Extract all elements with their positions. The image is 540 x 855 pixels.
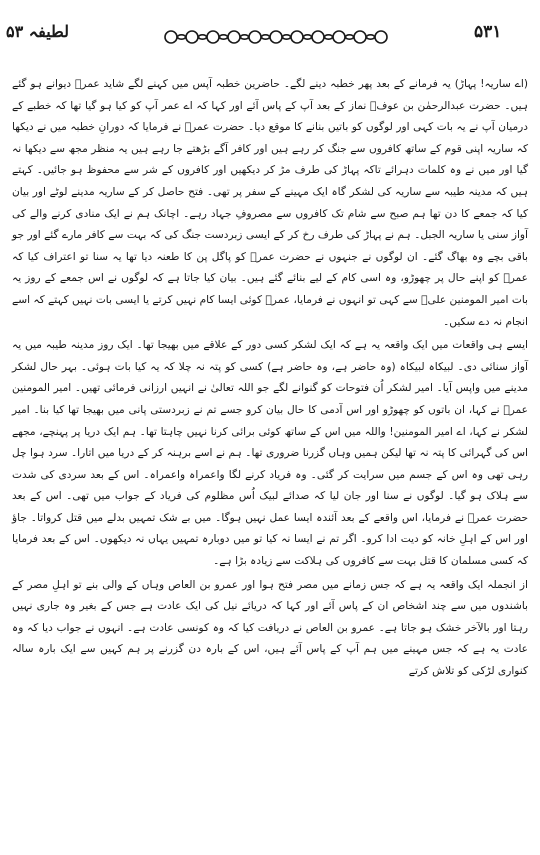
paragraph: (اے ساریہ! پہاڑ) یہ فرمانے کے بعد پھر خطبہ دینے لگے۔ حاضرین خطبہ آپس میں کہنے لگے شاید عمرؓ دیوانے ہو گئے ہیں۔ حضرت عبدالرحمٰن بن عوفؓ نماز کے بعد آپ کے پاس آئے اور کہا کہ اے عمر آپ کو کیا ہو گیا تھا کہ خطبے کے درمیان آپ نے یہ بات کہی اور لوگوں کو باتیں بنانے کا موقع دیا۔ حضرت عمرؓ نے فرمایا کہ دورانِ خطبہ میں نے دیکھا کہ ساریہ اپنی قوم کے ساتھ کافروں سے جنگ کر رہے ہیں اور کافر آگے بڑھتے جا رہے ہیں یہ منظر مجھ سے دیکھا نہ گیا اور میں نے وہ کلمات دہرائے تاکہ پہاڑ کی طرف مڑ کر دیکھیں اور کافروں کے شر سے محفوظ ہو جائیں۔ کہتے ہیں کہ مدینہ طیبہ سے ساریہ کی لشکر گاہ ایک مہینے کے سفر پر تھی۔ فتح حاصل کر کے ساریہ مدینے لوٹے اور بیان کیا کہ جمعے کا دن تھا ہم صبح سے شام تک کافروں سے مصروفِ جہاد رہے۔ اچانک ہم نے ایک منادی کرنے والے کی آواز سنی یا ساریہ الجبل۔ ہم نے پہاڑ کی طرف رخ کر کے ایسی زبردست جنگ کی کہ بہت سے کافر مارے گئے اور جو باقی بچے وہ بھاگ گئے۔ ان لوگوں نے جنہوں نے حضرت عمرؓ کو پاگل پن کا طعنہ دیا تھا یہ سنا تو اعتراف کیا کہ عمرؓ کو اپنے حال پر چھوڑو، وہ اسی کام کے لیے بنائے گئے ہیں۔ بیان کیا جاتا ہے کہ لوگوں نے اس جمعے کے روز یہ بات امیر المومنین علیؓ سے کہی تو انہوں نے فرمایا، عمرؓ کوئی ایسا کام نہیں کرتے یا ایسی بات نہیں کہتے کہ اسے انجام نہ دے سکیں۔ xyxy=(12,78,528,328)
page-body xyxy=(12,74,528,683)
paragraph: از انجملہ ایک واقعہ یہ ہے کہ جس زمانے میں مصر فتح ہوا اور عمرو بن العاص وہاں کے والی بنے تو اہلِ مصر کے باشندوں میں سے چند اشخاص ان کے پاس آئے اور کہا کہ دریائے نیل کی ایک عادت ہے جس کے بغیر وہ جاری نہیں رہتا اور بالآخر خشک ہو جاتا ہے۔ عمرو بن العاص نے دریافت کیا کہ وہ کونسی عادت ہے۔ انہوں نے جواب دیا کہ وہ عادت یہ ہے کہ جس مہینے میں ہم آپ کے پاس آئے ہیں، اس کے بارہ دن گزرنے پر ہم کہیں سے ایک بارہ سالہ کنواری لڑکی کو تلاش کرتے xyxy=(12,578,528,678)
chapter-label: لطیفہ ۵۳ xyxy=(6,22,70,41)
page-number: ۵۳۱ xyxy=(474,22,502,42)
page-header xyxy=(0,0,540,60)
decorative-chain-ornament xyxy=(163,26,389,48)
paragraph: ایسے ہی واقعات میں ایک واقعہ یہ ہے کہ ایک لشکر کسی دور کے علاقے میں بھیجا تھا۔ ایک روز مدینہ طیبہ میں یہ آواز سنائی دی۔ لبیکاہ لبیکاہ (وہ حاضر ہے، وہ حاضر ہے) کسی کو پتہ نہ چلا کہ یہ کیا بات ہوئی۔ بہر حال لشکر مدینے میں واپس آیا۔ امیر لشکر اُن فتوحات کو گنوانے لگے جو اللہ تعالیٰ نے انہیں ارزانی فرمائی تھیں۔ امیر المومنین عمرؓ نے کہا، ان باتوں کو چھوڑو اور اس آدمی کا حال بیان کرو جسے تم نے زبردستی پانی میں بھیجا تھا کیا بنا۔ امیر لشکر نے کہا، اے امیر المومنین! واللہ میں اس کے ساتھ کوئی برائی کرنا نہیں چاہتا تھا۔ ہم ایک دریا پر پہنچے، مجھے اس کی گہرائی کا پتہ نہ تھا لیکن ہمیں وہاں گزرنا ضروری تھا۔ ہم نے اسے برہنہ کر کے دریا میں اتارا۔ سرد ہوا چل رہی تھی وہ اس کے جسم میں سرایت کر گئی۔ وہ فریاد کرنے لگا واعمراہ واعمراہ۔ اس کے بعد سردی کی شدت سے ہلاک ہو گیا۔ لوگوں نے سنا اور جان لیا کہ صدائے لبیک اُس مظلوم کی فریاد کے جواب میں تھی۔ اس کے بعد حضرت عمرؓ نے فرمایا، اس واقعے کے بعد آئندہ ایسا عمل نہیں ہوگا۔ میں بے شک تمہیں بدلے میں قتل کرواتا۔ جاؤ اور اس کے اہلِ خانہ کو دیت ادا کرو۔ اگر تم نے ایسا نہ کیا تو میں دوبارہ تمہیں یہاں نہ دیکھوں۔ اس کے بعد فرمایا کہ کسی مسلمان کا قتل بہت سے کافروں کی ہلاکت سے زیادہ بڑا ہے۔ xyxy=(12,339,528,568)
